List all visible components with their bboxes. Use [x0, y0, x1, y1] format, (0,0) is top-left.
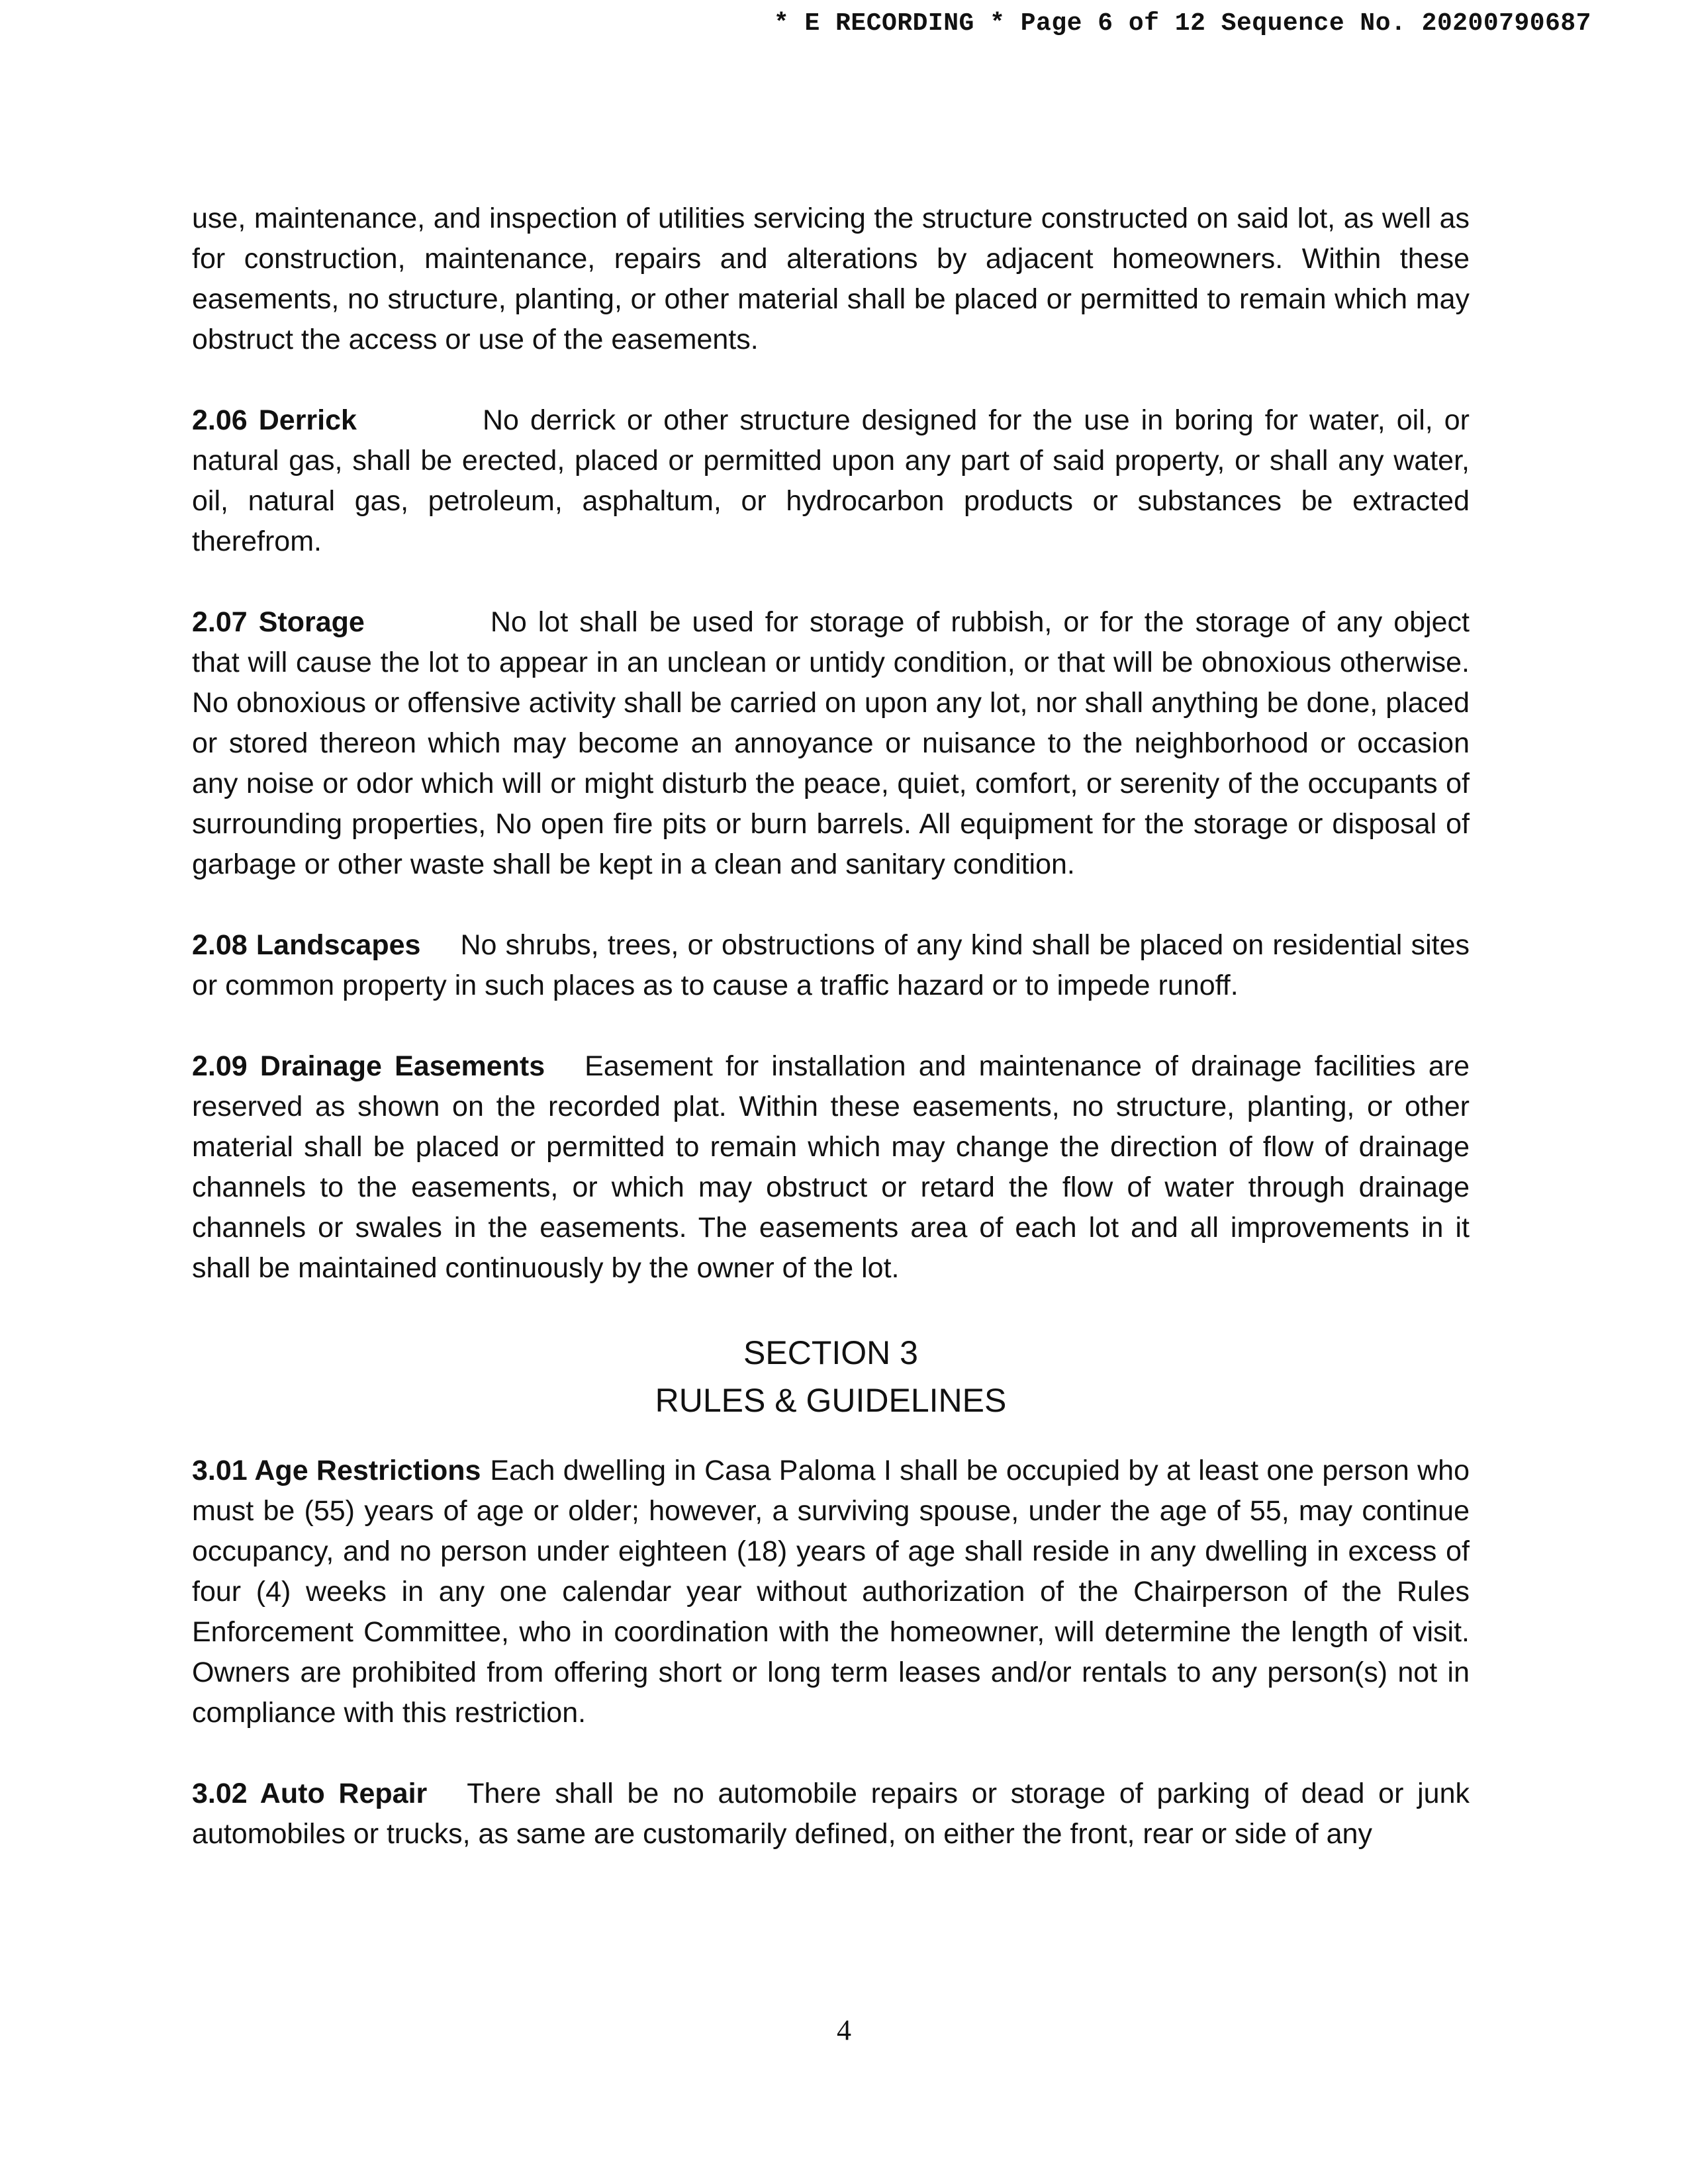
- clause-2-08: [192, 925, 1470, 1006]
- clause-text: Each dwelling in Casa Paloma I shall be occupied by at least one person who must be (55) years of age or older; however, a surviving spouse, under the age of 55, may continue occupancy, and no person under eighteen (18) years of age shall reside in any dwelling in excess of four (4) weeks in any one calendar year without authorization of the Chairperson of the Rules Enforcement Committee, who in coordination with the homeowner, will determine the length of visit. Owners are prohibited from offering short or long term leases and/or rentals to any person(s) not in compliance with this restriction.: [192, 1455, 1470, 1729]
- clause-heading: 2.06 Derrick: [192, 404, 357, 436]
- section-title: RULES & GUIDELINES: [655, 1382, 1007, 1419]
- clause-text: Easement for installation and maintenance of drainage facilities are reserved as shown on the recorded plat. Within these easements, no structure, planting, or other material shall be placed or permitted to remain which may change the direction of flow of drainage channels to the easements, or which may obstruct or retard the flow of water through drainage channels or swales in the easements. The easements area of each lot and all improvements in it shall be maintained continuously by the owner of the lot.: [192, 1050, 1470, 1284]
- page-number: 4: [837, 2014, 851, 2046]
- clause-text: No shrubs, trees, or obstructions of any kind shall be placed on residential sites or common property in such places as to cause a traffic hazard or to impede runoff.: [192, 929, 1470, 1001]
- section-3-heading: [192, 1329, 1470, 1424]
- section-number: SECTION 3: [743, 1334, 918, 1371]
- clause-heading: 2.07 Storage: [192, 606, 365, 638]
- continuation-paragraph: use, maintenance, and inspection of utilities servicing the structure constructed on said lot, as well as for construction, maintenance, repairs and alterations by adjacent homeowners. Within these easements, no structure, planting, or other material shall be placed or permitted to remain which may obstruct the access or use of the easements.: [192, 203, 1470, 355]
- clause-3-01: [192, 1451, 1470, 1733]
- clause-text: There shall be no automobile repairs or storage of parking of dead or junk automobiles or trucks, as same are customarily defined, on either the front, rear or side of any: [192, 1778, 1470, 1850]
- recording-stamp: * E RECORDING * Page 6 of 12 Sequence No. 20200790687: [773, 9, 1591, 38]
- clause-heading: 2.09 Drainage Easements: [192, 1050, 545, 1082]
- clause-heading: 3.01 Age Restrictions: [192, 1455, 481, 1486]
- clause-text: No lot shall be used for storage of rubbish, or for the storage of any object that will cause the lot to appear in an unclean or untidy condition, or that will be obnoxious otherwise. No obnoxious or offensive activity shall be carried on upon any lot, nor shall anything be done, placed or stored thereon which may become an annoyance or nuisance to the neighborhood or occasion any noise or odor which will or might disturb the peace, quiet, comfort, or serenity of the occupants of surrounding properties, No open fire pits or burn barrels. All equipment for the storage or disposal of garbage or other waste shall be kept in a clean and sanitary condition.: [192, 606, 1470, 880]
- clause-text: No derrick or other structure designed for the use in boring for water, oil, or natural gas, shall be erected, placed or permitted upon any part of said property, or shall any water, oil, natural gas, petroleum, asphaltum, or hydrocarbon products or substances be extracted therefrom.: [192, 404, 1470, 557]
- clause-heading: 2.08 Landscapes: [192, 929, 421, 961]
- clause-heading: 3.02 Auto Repair: [192, 1778, 428, 1809]
- clause-2-07: [192, 602, 1470, 885]
- document-body: [192, 199, 1470, 1895]
- clause-2-06: [192, 400, 1470, 562]
- clause-2-09: [192, 1046, 1470, 1289]
- clause-3-02: [192, 1774, 1470, 1854]
